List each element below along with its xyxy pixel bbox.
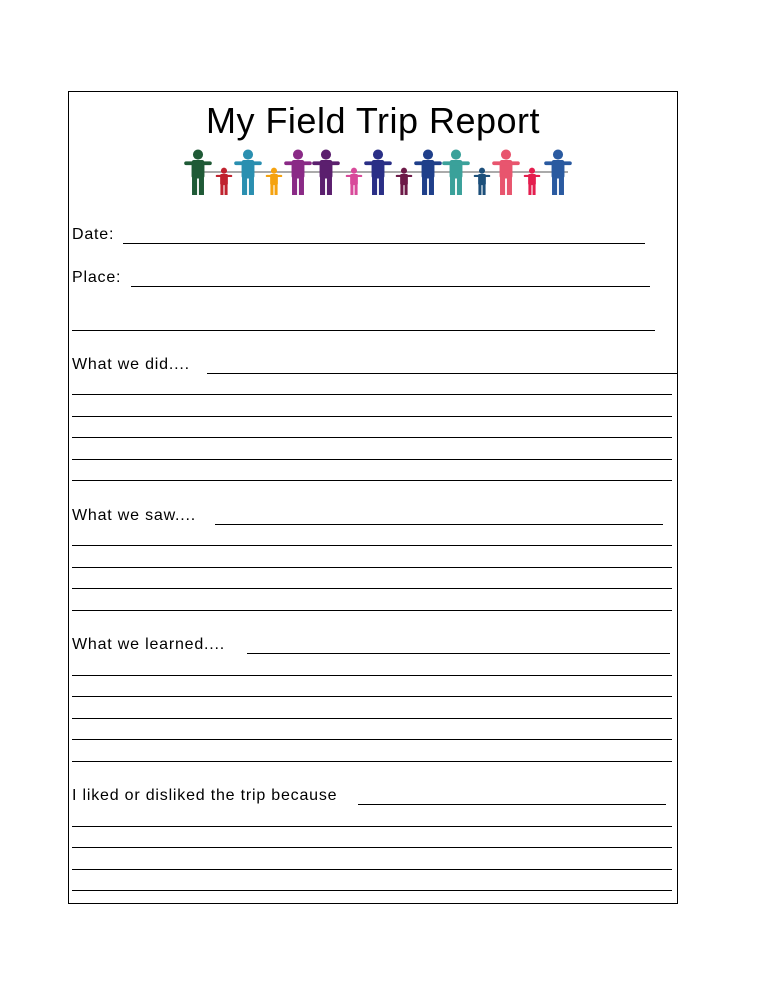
liked-disliked-label: I liked or disliked the trip because <box>72 787 338 804</box>
liked-disliked-line[interactable] <box>72 847 672 848</box>
what-we-saw-label: What we saw.... <box>72 507 197 524</box>
what-we-did-line[interactable] <box>72 394 672 395</box>
what-we-saw-line[interactable] <box>72 567 672 568</box>
liked-disliked-answer-line[interactable] <box>358 804 666 805</box>
what-we-did-line[interactable] <box>72 480 672 481</box>
place-label: Place: <box>72 269 122 286</box>
what-we-saw-line[interactable] <box>72 545 672 546</box>
what-we-did-label: What we did.... <box>72 356 190 373</box>
what-we-saw-answer-line[interactable] <box>215 524 663 525</box>
what-we-learned-line[interactable] <box>72 739 672 740</box>
what-we-did-line[interactable] <box>72 437 672 438</box>
what-we-saw-line[interactable] <box>72 610 672 611</box>
place-answer-line[interactable] <box>131 286 650 287</box>
what-we-learned-line[interactable] <box>72 718 672 719</box>
what-we-learned-label: What we learned.... <box>72 636 226 653</box>
liked-disliked-line[interactable] <box>72 869 672 870</box>
what-we-learned-line[interactable] <box>72 761 672 762</box>
what-we-learned-line[interactable] <box>72 675 672 676</box>
what-we-did-answer-line[interactable] <box>207 373 677 374</box>
people-holding-hands-icon <box>180 148 576 196</box>
place-answer-line-2[interactable] <box>72 330 655 331</box>
liked-disliked-line[interactable] <box>72 826 672 827</box>
what-we-did-line[interactable] <box>72 459 672 460</box>
what-we-saw-line[interactable] <box>72 588 672 589</box>
what-we-learned-line[interactable] <box>72 696 672 697</box>
what-we-learned-answer-line[interactable] <box>247 653 670 654</box>
what-we-did-line[interactable] <box>72 416 672 417</box>
liked-disliked-line[interactable] <box>72 890 672 891</box>
date-answer-line[interactable] <box>123 243 645 244</box>
page-title: My Field Trip Report <box>205 100 541 141</box>
date-label: Date: <box>72 226 115 243</box>
worksheet-page <box>68 91 678 904</box>
